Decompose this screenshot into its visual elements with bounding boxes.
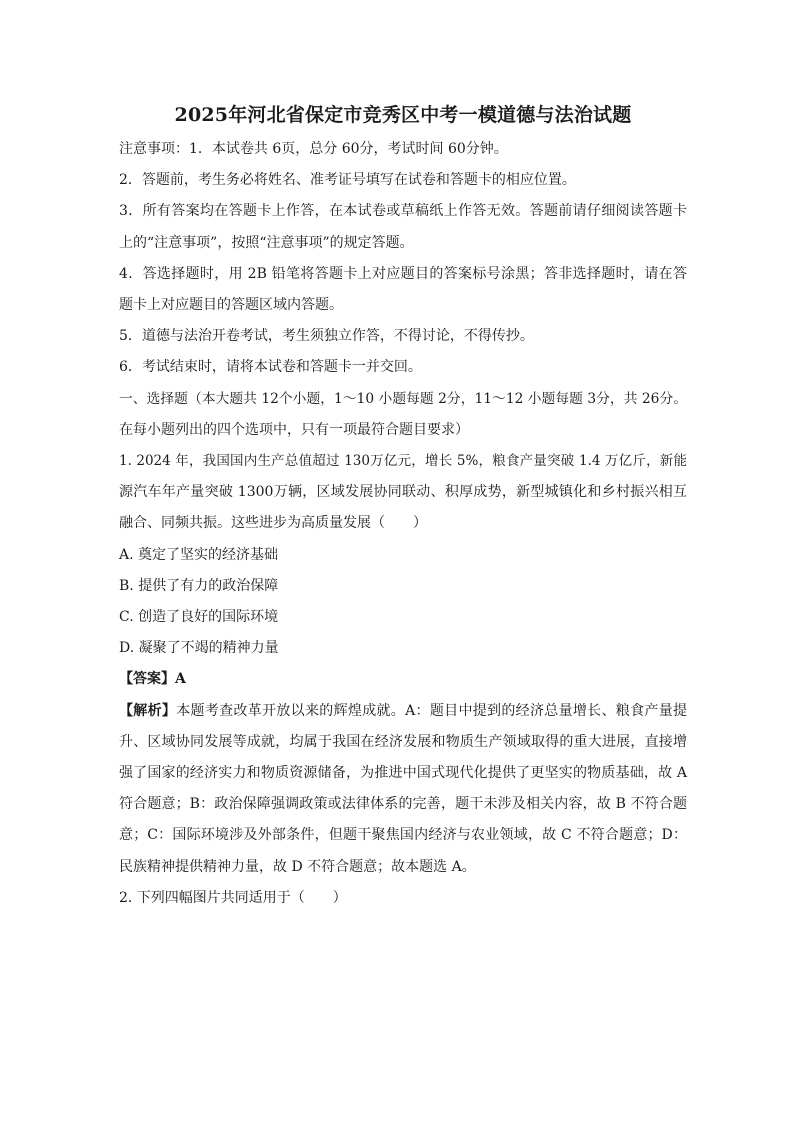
instruction-line-4-cont: 题卡上对应题目的答题区域内答题。 [119, 297, 343, 314]
question-1-option-d: D. 凝聚了不竭的精神力量 [119, 640, 279, 657]
section-subtitle: 在每小题列出的四个选项中，只有一项最符合题目要求） [119, 421, 469, 438]
question-1-stem-line-3: 融合、同频共振。这些进步为高质量发展（ ） [119, 515, 427, 532]
question-1-analysis-line-2: 升、区域协同发展等成就，均属于我国在经济发展和物质生产领域取得的重大进展，直接增 [119, 733, 687, 750]
answer-label: 【答案】 [119, 671, 175, 688]
question-1-analysis-line-5: 意；C：国际环境涉及外部条件，但题干聚焦国内经济与农业领域，故 C 不符合题意；D： [119, 827, 687, 844]
instruction-line-2: 2．答题前，考生务必将姓名、准考证号填写在试卷和答题卡的相应位置。 [119, 172, 576, 189]
question-1 [119, 446, 687, 883]
question-2 [119, 883, 687, 914]
instruction-line-1: 注意事项：1．本试卷共 6页，总分 60分，考试时间 60分钟。 [119, 141, 508, 157]
question-1-stem-line-2: 源汽车年产量突破 1300万辆，区域发展协同联动、积厚成势，新型城镇化和乡村振兴相互 [119, 484, 687, 501]
question-1-answer [119, 664, 687, 695]
question-1-stem-line-1: 1. 2024 年，我国国内生产总值超过 130万亿元，增长 5%，粮食产量突破 1.4 万亿斤，新能 [119, 453, 687, 470]
question-1-analysis-line-1 [119, 696, 687, 727]
section-title: 一、选择题（本大题共 12个小题，1～10 小题每题 2分，11～12 小题每题 3分，共 26分。 [119, 390, 687, 407]
question-1-analysis-line-6: 民族精神提供精神力量，故 D 不符合题意；故本题选 A。 [119, 858, 476, 875]
analysis-first-text: 本题考查改革开放以来的辉煌成就。A：题目中提到的经济总量增长、粮食产量提 [176, 702, 688, 719]
analysis-label: 【解析】 [119, 702, 177, 719]
instruction-line-3: 3．所有答案均在答题卡上作答，在本试卷或草稿纸上作答无效。答题前请仔细阅读答题卡 [119, 203, 687, 220]
exam-page [119, 100, 687, 914]
instruction-line-5: 5．道德与法治开卷考试，考生须独立作答，不得讨论，不得传抄。 [119, 328, 534, 345]
answer-value: A [175, 671, 186, 688]
exam-title: 2025年河北省保定市竞秀区中考一模道德与法治试题 [174, 104, 632, 126]
question-1-analysis-line-3: 强了国家的经济实力和物质资源储备，为推进中国式现代化提供了更坚实的物质基础，故 A [119, 765, 687, 782]
question-1-option-c: C. 创造了良好的国际环境 [119, 609, 279, 626]
question-2-stem: 2. 下列四幅图片共同适用于（ ） [119, 889, 347, 906]
instruction-line-4: 4．答选择题时，用 2B 铅笔将答题卡上对应题目的答案标号涂黑；答非选择题时，请在答 [119, 265, 687, 282]
instructions [119, 134, 687, 384]
instruction-line-3-cont: 上的“注意事项”，按照“注意事项”的规定答题。 [119, 234, 414, 251]
question-1-option-b: B. 提供了有力的政治保障 [119, 577, 279, 594]
section-header [119, 384, 687, 446]
question-1-option-a: A. 奠定了坚实的经济基础 [119, 546, 279, 563]
instruction-line-6: 6．考试结束时，请将本试卷和答题卡一并交回。 [119, 359, 422, 376]
question-1-analysis-line-4: 符合题意；B：政治保障强调政策或法律体系的完善，题干未涉及相关内容，故 B 不符合题 [119, 796, 687, 813]
